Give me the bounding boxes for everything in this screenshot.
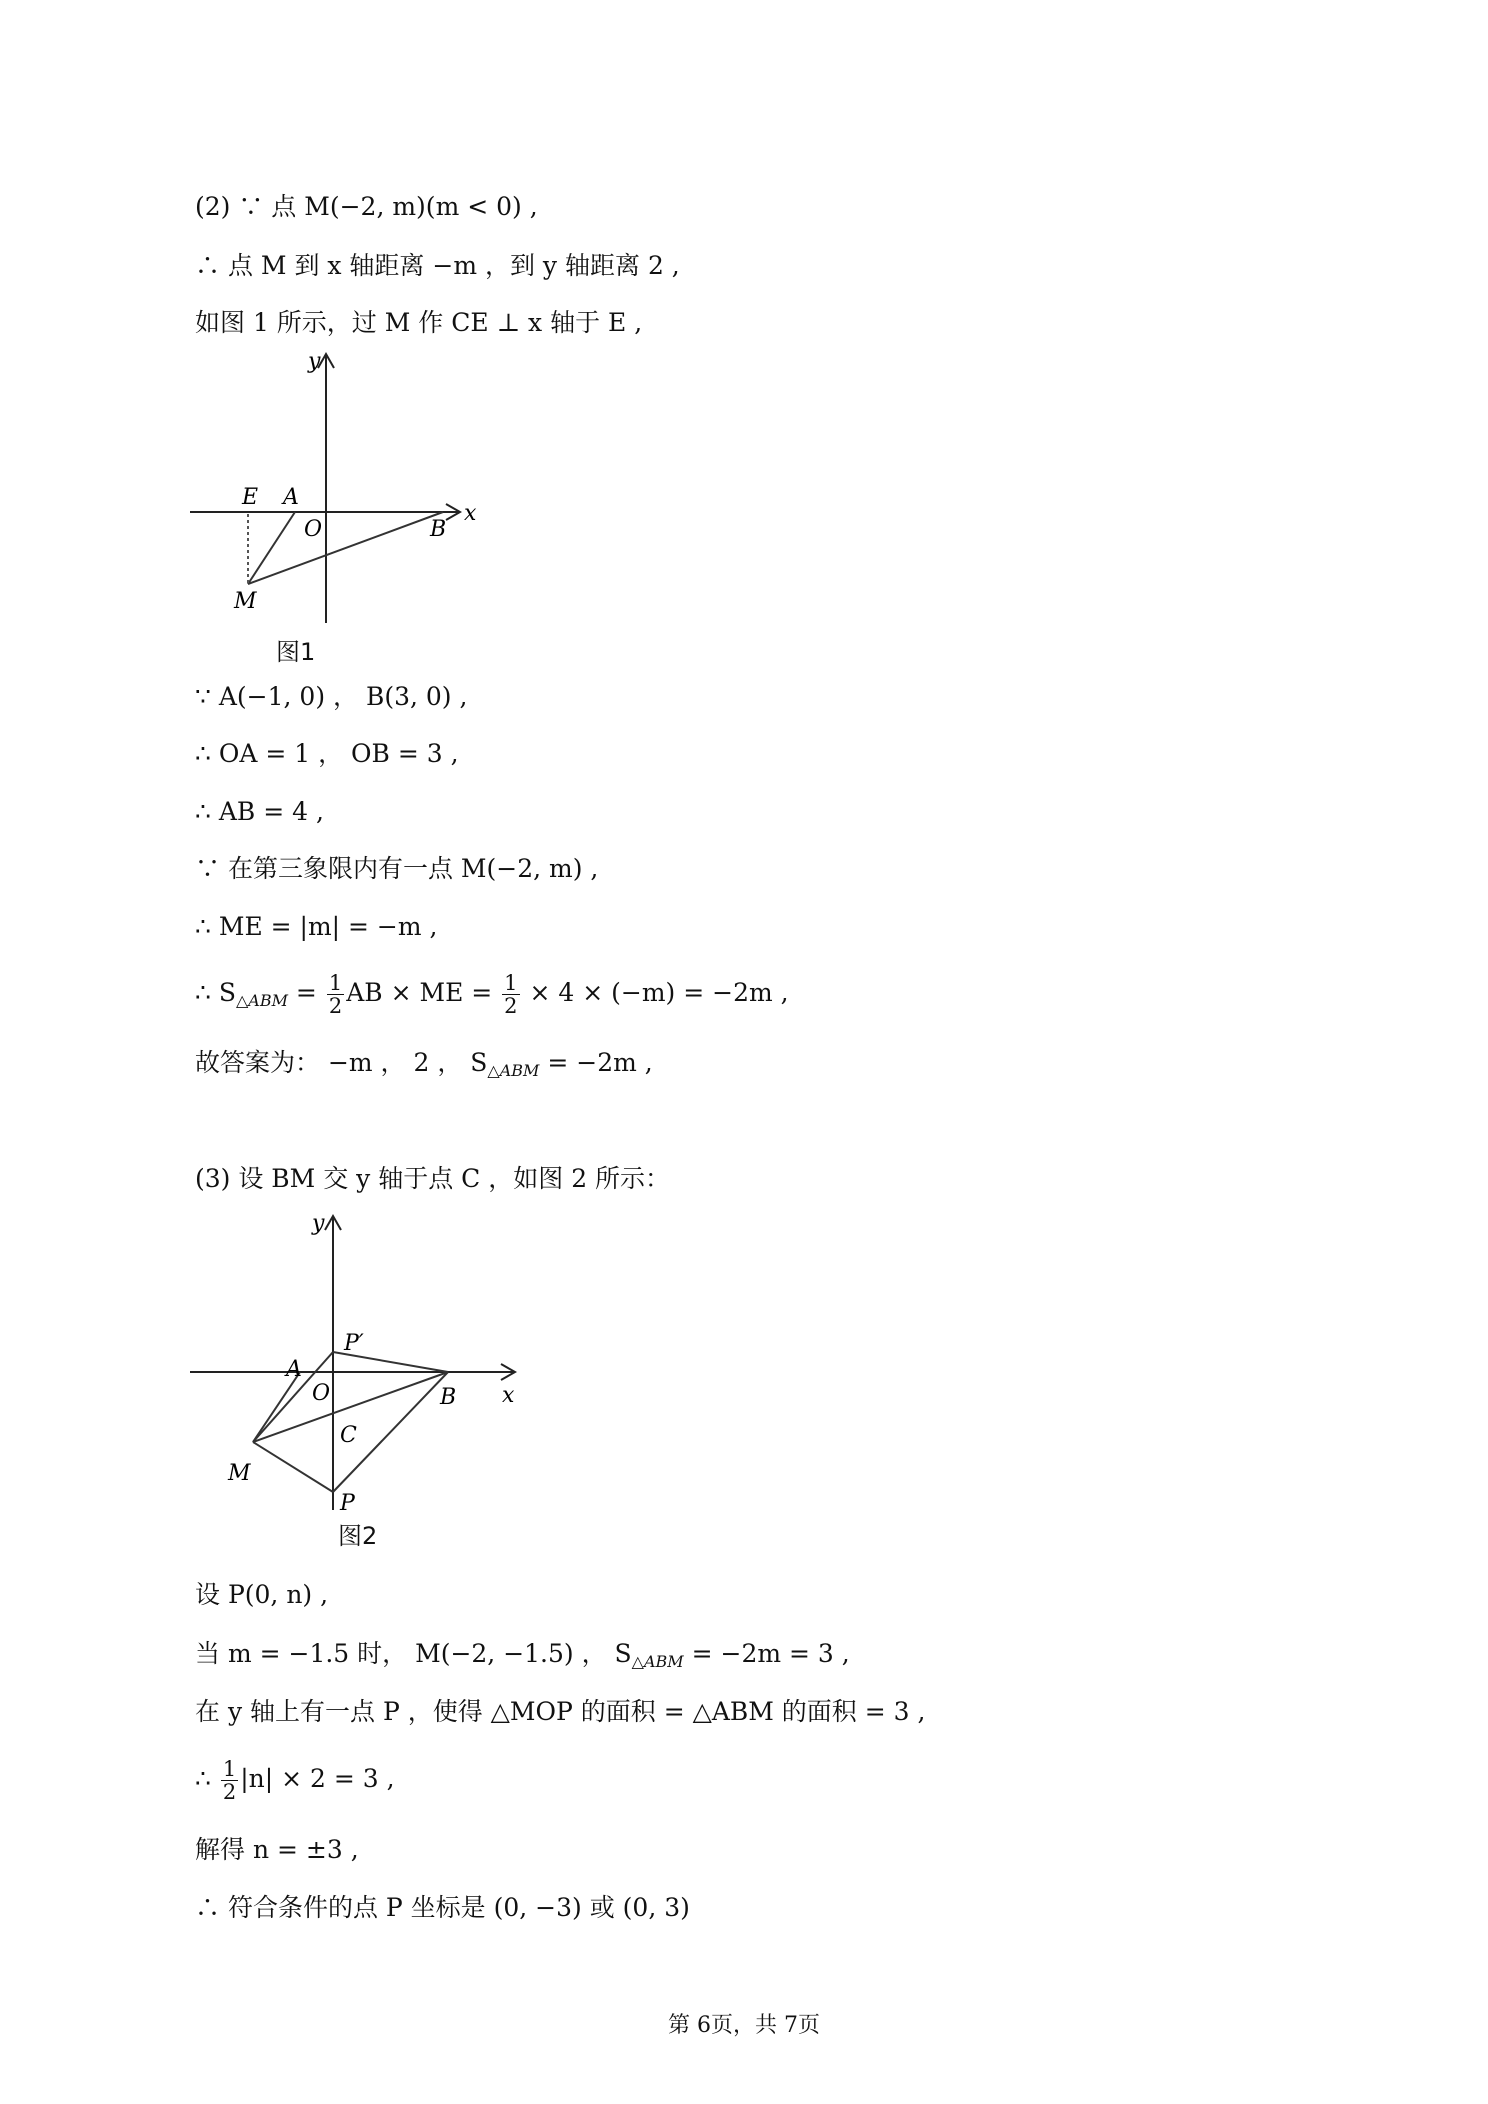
text-line: ∴ 点 M 到 x 轴距离 −m ，到 y 轴距离 2 , [195,251,680,280]
text-line: 解得 n = ±3 , [195,1835,359,1864]
label-A: A [283,485,299,510]
label-M: M [234,589,257,614]
label-y: y [308,349,321,374]
equation-line: ∴ $\frac{1}{2}$ |n| × 2 = 3 , [195,1757,395,1804]
segment-MB [248,512,443,584]
answer-line: 故答案为： −m ， 2 ， $S_{\triangle ABM} = -2m$ , [195,1048,653,1080]
label-B: B [440,1385,457,1410]
label-P-prime: P′ [344,1331,364,1356]
label-x: x [464,501,477,526]
segment-AM [248,512,295,584]
fraction-half: $\frac{1}{2}$ [504,971,518,1018]
label-O: O [304,517,323,542]
text-line: ∴ AB = 4 , [195,797,324,826]
area-formula-line: ∴ $S_{\triangle ABM}$ = $\frac{1}{2}$ AB × ME = $\frac{1}{2}$ × 4 × (−m) = −2m , [195,971,789,1018]
segment-MP [253,1442,333,1492]
label-x: x [502,1383,515,1408]
text-line: 如图 1 所示，过 M 作 CE ⊥ x 轴于 E , [195,308,643,337]
label-C: C [340,1423,357,1448]
fraction-half: $\frac{1}{2}$ [222,1757,237,1804]
figure-1-diagram [190,348,490,668]
fraction-half: $\frac{1}{2}$ [328,971,343,1018]
figure-2 [190,1210,530,1555]
text-line: 设 P(0, n) , [195,1580,329,1609]
figure-2-caption: 图2 [338,1522,378,1550]
label-y: y [312,1211,325,1236]
label-O: O [312,1381,331,1406]
figure-1-caption: 图1 [276,638,316,666]
segment-AM [253,1372,300,1442]
text-line: ∴ OA = 1 ， OB = 3 , [195,739,459,768]
figure-2-diagram [190,1210,530,1520]
label-M: M [228,1461,251,1486]
text-line: (2) ∵ 点 M(−2, m)(m < 0) , [195,192,538,221]
text-line: 在 y 轴上有一点 P ，使得 △MOP 的面积 = △ABM 的面积 = 3 , [195,1697,926,1726]
text-line: ∴ 符合条件的点 P 坐标是 (0, −3) 或 (0, 3) [195,1893,690,1922]
condition-line: 当 m = −1.5 时， M(−2, −1.5) ， $S_{\triangle ABM} = -2m = 3$ , [195,1639,850,1671]
text-line: ∵ 在第三象限内有一点 M(−2, m) , [195,854,599,883]
text-line: (3) 设 BM 交 y 轴于点 C ，如图 2 所示： [195,1164,671,1193]
label-E: E [242,485,259,510]
figure-1 [190,348,490,668]
label-B: B [430,517,447,542]
text-line: ∴ ME = |m| = −m , [195,912,438,941]
label-A: A [286,1357,302,1382]
page-footer: 第 6页，共 7页 [668,2013,820,2038]
label-P: P [340,1491,355,1516]
text-line: ∵ A(−1, 0) ， B(3, 0) , [195,682,468,711]
